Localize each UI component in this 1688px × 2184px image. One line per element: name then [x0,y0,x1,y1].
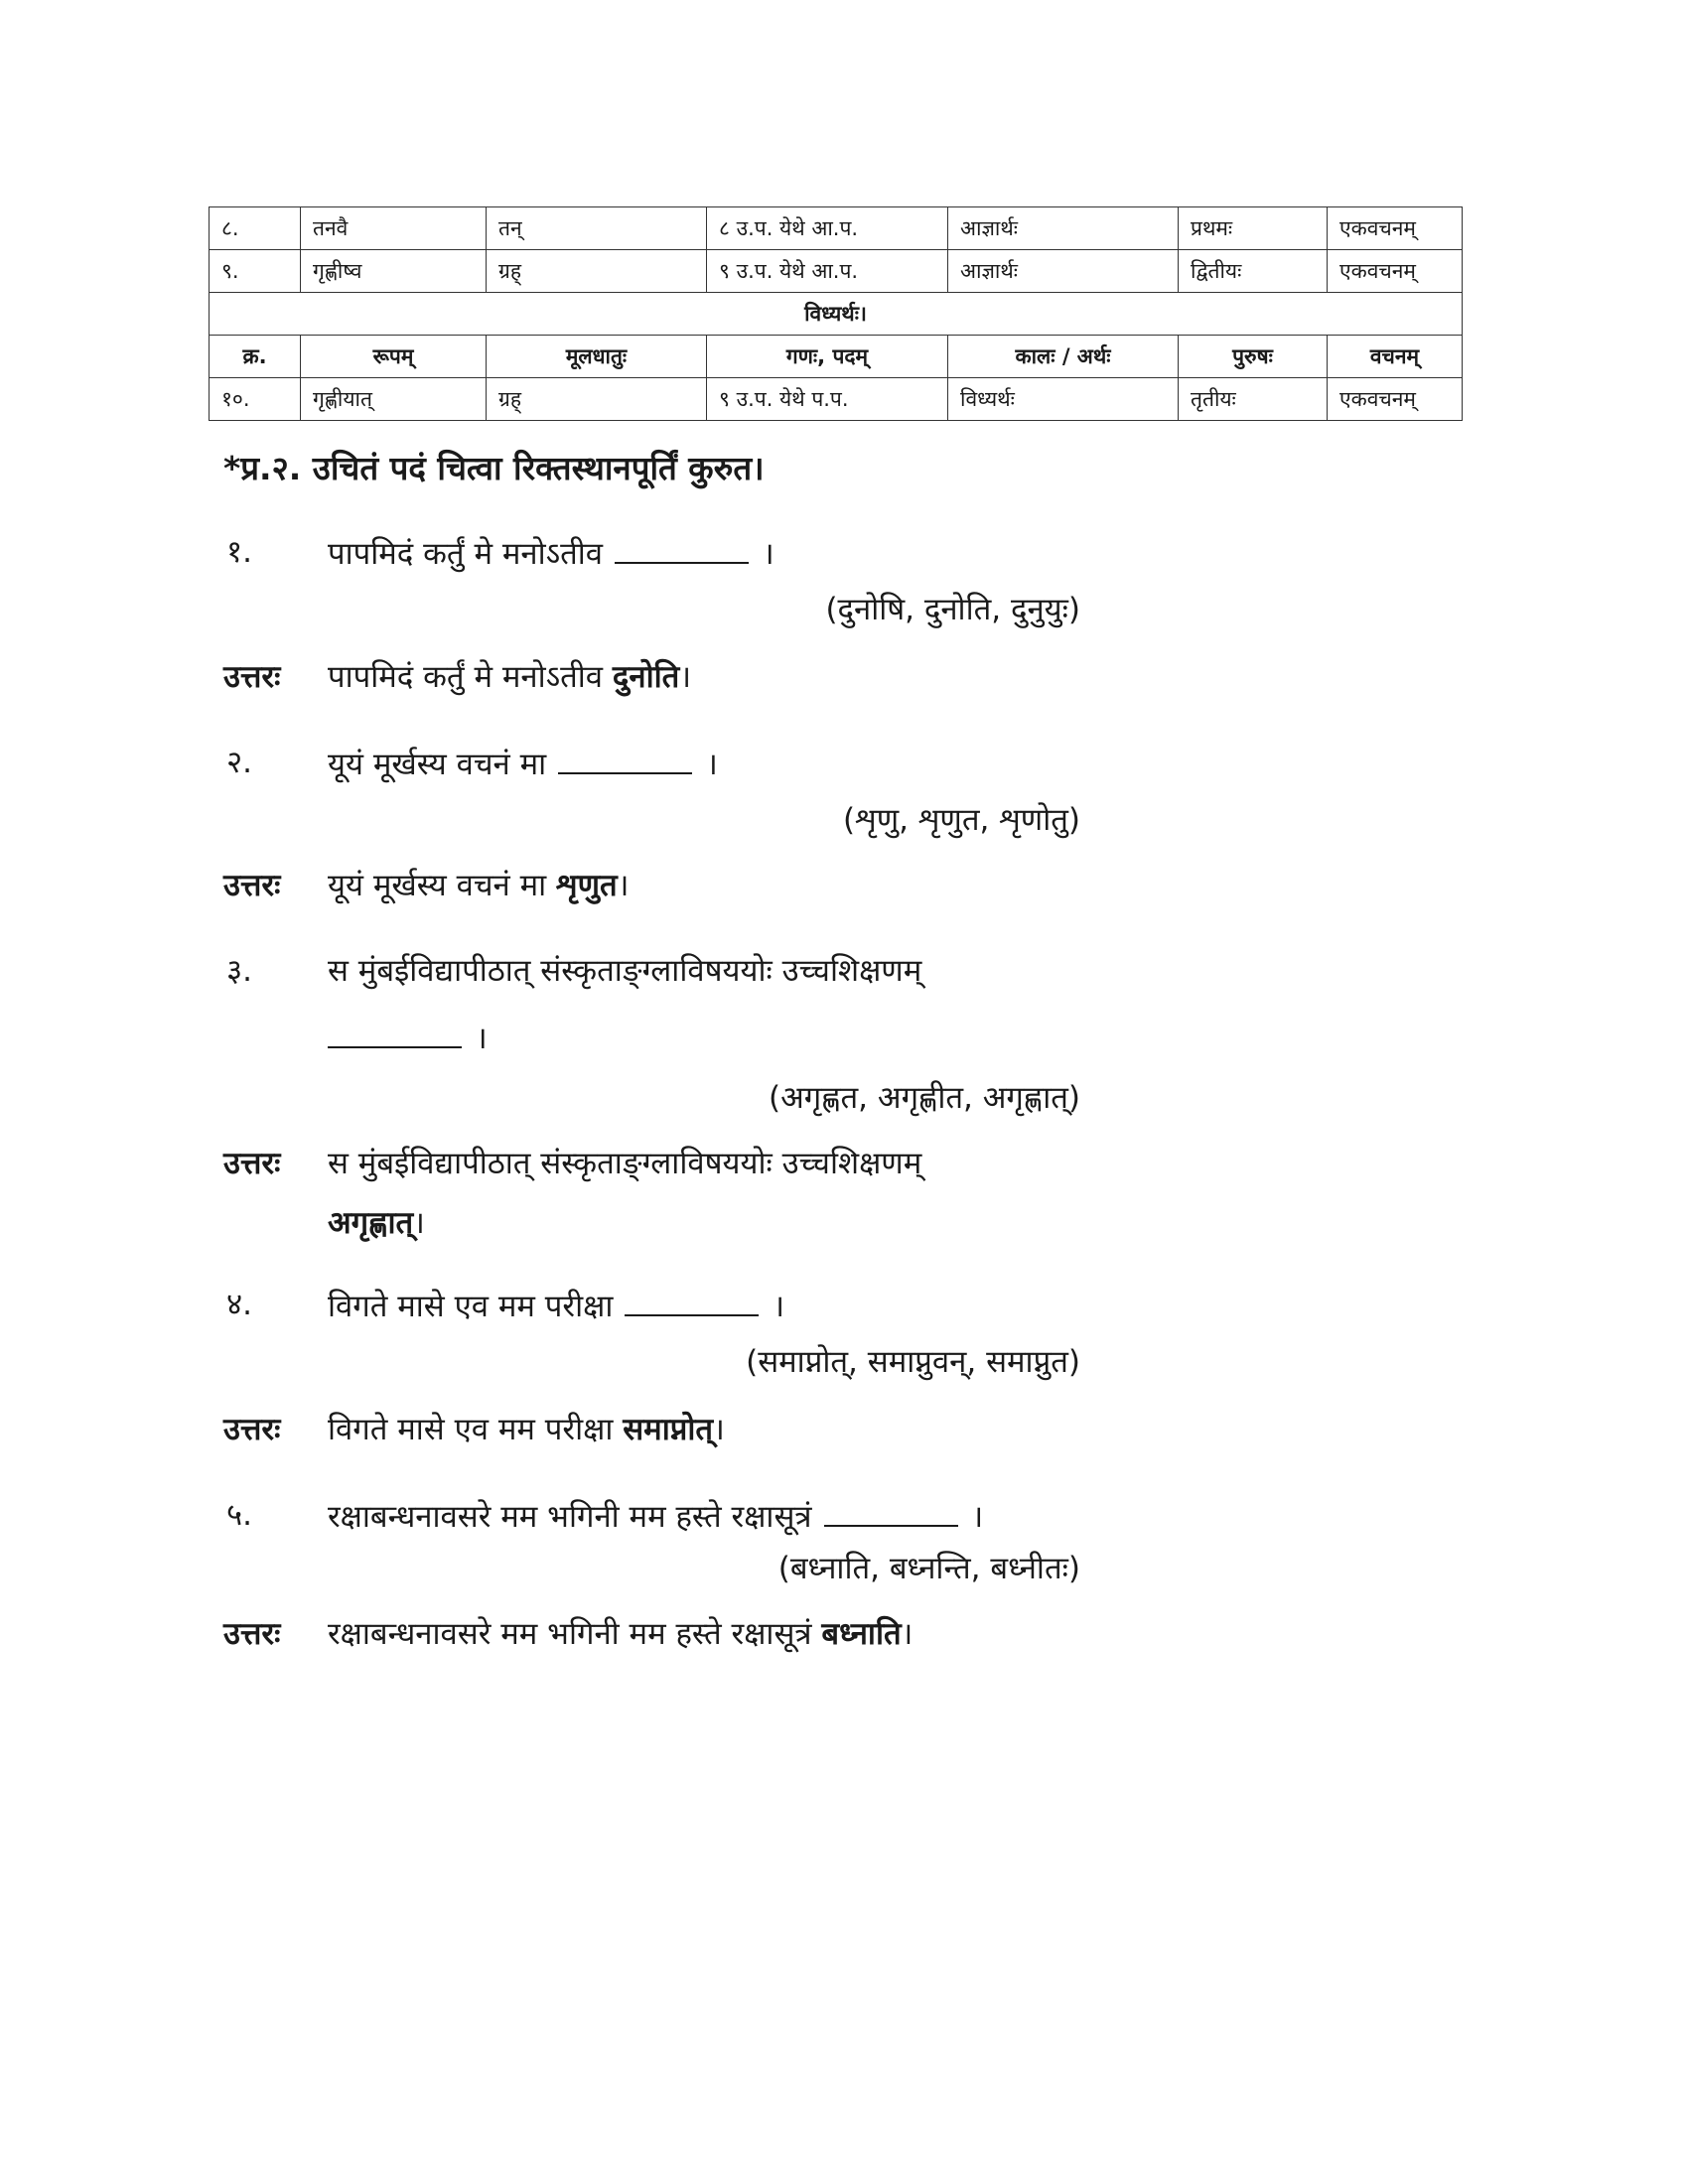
answer-prefix: विगते मासे एव मम परीक्षा [328,1412,614,1447]
gana-pada: ९ उ.प. येथे प.प. [707,378,948,421]
answer-word: अगृह्णात् [328,1205,414,1241]
row-number: ८. [210,207,301,250]
root-verb: ग्रह् [487,250,707,293]
root-verb: तन् [487,207,707,250]
answer-text [328,657,691,697]
verb-forms-table [209,206,1463,421]
gana-pada: ९ उ.प. येथे आ.प. [707,250,948,293]
answer-text [328,866,629,905]
item-blank-line [328,1017,488,1058]
header-form: रूपम् [301,336,487,378]
blank-line [558,743,692,774]
answer-text [328,1410,725,1449]
stem-text: रक्षाबन्धनावसरे मम भगिनी मम हस्ते रक्षासूत्रं [328,1499,812,1535]
danda: । [413,1205,425,1241]
item-number: ३. [226,953,252,989]
item-stem [328,1285,784,1326]
answer-label: उत्तरः [223,1412,281,1447]
header-root: मूलधातुः [487,336,707,378]
purush: द्वितीयः [1179,250,1328,293]
row-number: ९. [210,250,301,293]
item-number: ५. [226,1497,252,1533]
root-verb: ग्रह् [487,378,707,421]
answer-prefix: यूयं मूर्खस्य वचनं मा [328,868,547,903]
blank-line [824,1495,958,1527]
answer-label: उत्तरः [223,868,281,903]
item-options: (समाप्नोत्, समाप्नुवन्, समाप्नुत) [746,1344,1080,1380]
vachan: एकवचनम् [1328,250,1463,293]
answer-text [328,1614,913,1654]
header-gana: गणः, पदम् [707,336,948,378]
danda: । [679,659,692,695]
item-number: ४. [226,1287,252,1322]
gana-pada: ८ उ.प. येथे आ.प. [707,207,948,250]
table-row [210,207,1463,250]
danda: । [476,1021,488,1056]
section-title: विध्यर्थः। [210,293,1463,336]
answer-label: उत्तरः [223,1616,281,1652]
item-stem: स मुंबईविद्यापीठात् संस्कृताङ्ग्लाविषययोः उच्चशिक्षणम् [328,953,922,989]
danda: । [901,1616,914,1652]
blank-line [615,532,749,564]
item-options: (दुनोषि, दुनोति, दुनुयुः) [825,592,1080,627]
danda: । [773,1289,785,1324]
header-purush: पुरुषः [1179,336,1328,378]
header-kaal: कालः / अर्थः [948,336,1179,378]
purush: प्रथमः [1179,207,1328,250]
purush: तृतीयः [1179,378,1328,421]
answer-word: शृणुत [556,868,618,903]
verb-form: गृह्णीयात् [301,378,487,421]
danda: । [763,536,774,572]
danda: । [617,868,630,903]
question-title: *प्र.२. उचितं पदं चित्वा रिक्तस्थानपूर्तिं कुरुत। [223,449,765,487]
kaal-arth: विध्यर्थः [948,378,1179,421]
item-number: २. [226,745,252,780]
table-row [210,250,1463,293]
answer-text: स मुंबईविद्यापीठात् संस्कृताङ्ग्लाविषययोः उच्चशिक्षणम् [328,1146,922,1181]
item-stem [328,532,774,574]
kaal-arth: आज्ञार्थः [948,250,1179,293]
answer-label: उत्तरः [223,1146,281,1181]
row-number: १०. [210,378,301,421]
answer-word: बध्नाति [821,1616,902,1652]
verb-form: तनवै [301,207,487,250]
table-section-row [210,293,1463,336]
vachan: एकवचनम् [1328,207,1463,250]
stem-text: यूयं मूर्खस्य वचनं मा [328,747,547,782]
stem-text: पापमिदं कर्तुं मे मनोऽतीव [328,536,604,572]
vachan: एकवचनम् [1328,378,1463,421]
table-row [210,378,1463,421]
danda: । [713,1412,725,1447]
item-options: (अगृह्णत, अगृह्णीत, अगृह्णात्) [768,1080,1080,1116]
table-header-row [210,336,1463,378]
answer-word: समाप्नोत् [623,1412,714,1447]
item-stem [328,743,718,784]
danda: । [706,747,718,782]
item-options: (शृणु, शृणुत, शृणोतु) [843,802,1080,838]
item-stem [328,1495,983,1537]
verb-form: गृह्णीष्व [301,250,487,293]
blank-line [328,1017,462,1048]
item-number: १. [226,534,252,570]
answer-prefix: रक्षाबन्धनावसरे मम भगिनी मम हस्ते रक्षासूत्रं [328,1616,812,1652]
blank-line [625,1285,759,1316]
header-vachan: वचनम् [1328,336,1463,378]
item-options: (बध्नाति, बध्नन्ति, बध्नीतः) [777,1551,1080,1586]
answer-word: दुनोति [612,659,680,695]
answer-prefix: पापमिदं कर्तुं मे मनोऽतीव [328,659,604,695]
danda: । [971,1499,984,1535]
answer-continuation [328,1203,425,1243]
answer-label: उत्तरः [223,659,281,695]
stem-text: विगते मासे एव मम परीक्षा [328,1289,614,1324]
header-no: क्र. [210,336,301,378]
kaal-arth: आज्ञार्थः [948,207,1179,250]
